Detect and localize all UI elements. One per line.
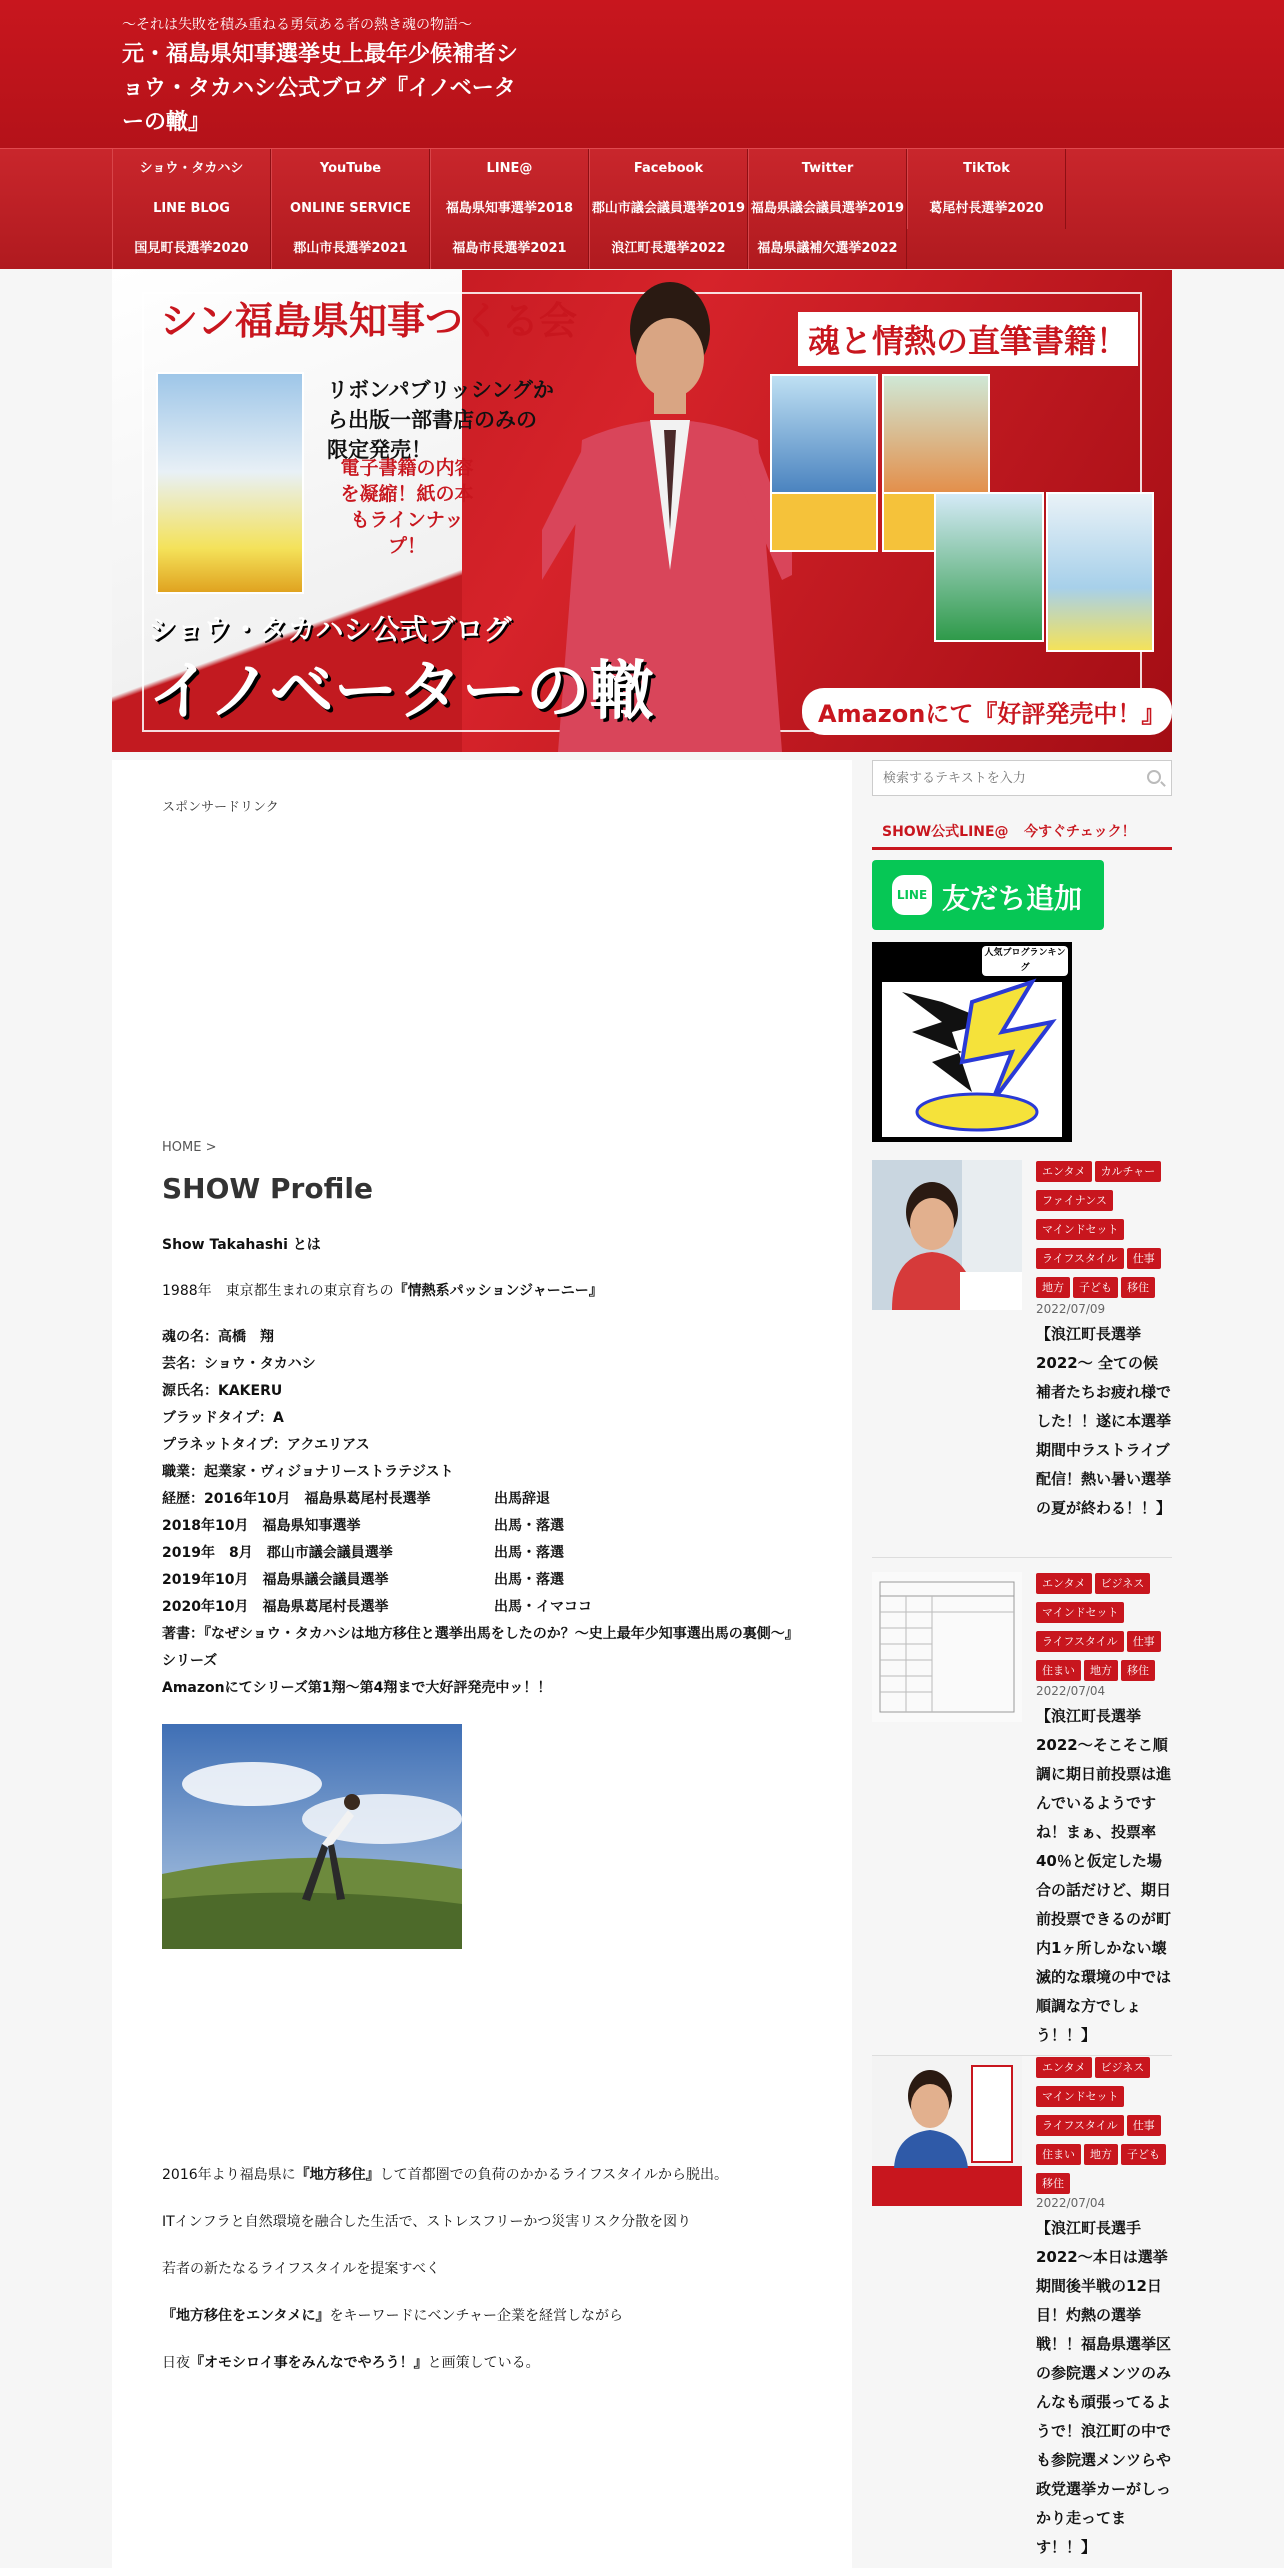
birth-prefix: 1988年 東京都生まれの東京育ちの	[162, 1283, 394, 1299]
career-result: 出馬・落選	[494, 1572, 564, 1588]
post-date: 2022/07/04	[1036, 2196, 1106, 2210]
sidebar-post[interactable]	[872, 2056, 1172, 2568]
tag[interactable]: ライフスタイル	[1036, 1631, 1124, 1652]
para-2: ITインフラと自然環境を融合した生活で、ストレスフリーかつ災害リスク分散を図り	[162, 2214, 692, 2230]
line-icon: LINE	[892, 875, 932, 915]
tag[interactable]: 地方	[1036, 1277, 1070, 1298]
post-thumbnail[interactable]	[872, 1572, 1022, 1722]
profile-list	[162, 1324, 802, 1702]
career-row	[162, 1486, 802, 1513]
post-tags	[1036, 2056, 1172, 2201]
career-when: 2020年10月 福島県葛尾村長選挙	[162, 1599, 389, 1615]
career-when: 2018年10月 福島県知事選挙	[162, 1518, 361, 1534]
tag[interactable]: 地方	[1084, 1660, 1118, 1681]
site-title[interactable]: 元・福島県知事選挙史上最年少候補者ショウ・タカハシ公式ブログ『イノベーターの轍』	[122, 42, 519, 135]
career-row	[162, 1594, 802, 1621]
post-tags	[1036, 1572, 1172, 1688]
post-date: 2022/07/09	[1036, 1302, 1106, 1316]
tag[interactable]: 住まい	[1036, 1660, 1081, 1681]
amazon-line: Amazonにてシリーズ第1翔〜第4翔まで大好評発売中ッ！！	[162, 1680, 552, 1696]
book-line: 著書：『なぜショウ・タカハシは地方移住と選挙出馬をしたのか？〜史上最年少知事選出馬の裏側〜』シリーズ	[162, 1626, 799, 1669]
tag[interactable]: 仕事	[1127, 1631, 1161, 1652]
hero-blog-label: ショウ・タカハシ公式ブログ	[148, 613, 512, 646]
site-tagline: 〜それは失敗を積み重ねる勇気ある者の熱き魂の物語〜	[122, 17, 472, 33]
nav-item-line-blog[interactable]: LINE BLOG	[112, 189, 271, 229]
para-5	[162, 2350, 802, 2377]
nav-item-by-election-2022[interactable]: 福島県議補欠選挙2022	[748, 229, 907, 269]
post-date: 2022/07/04	[1036, 1684, 1106, 1698]
tag[interactable]: 仕事	[1127, 2115, 1161, 2136]
birth-bold: 『情熱系パッションジャーニー』	[393, 1283, 603, 1299]
nav-item-tiktok[interactable]: TikTok	[907, 149, 1066, 189]
sidebar-post[interactable]	[872, 1160, 1172, 1558]
nav-item-facebook[interactable]: Facebook	[589, 149, 748, 189]
tag[interactable]: ライフスタイル	[1036, 2115, 1124, 2136]
career-row	[162, 1567, 802, 1594]
tag[interactable]: マインドセット	[1036, 1219, 1124, 1240]
career-row	[162, 1540, 802, 1567]
nav-item-prefecture-council-2019[interactable]: 福島県議会議員選挙2019	[748, 189, 907, 229]
nav-item-katsurao-2020[interactable]: 葛尾村長選挙2020	[907, 189, 1066, 229]
nav-item-online-service[interactable]: ONLINE SERVICE	[271, 189, 430, 229]
tag[interactable]: エンタメ	[1036, 2057, 1092, 2078]
career-when: 2019年 8月 郡山市議会議員選挙	[162, 1545, 393, 1561]
nav-item-fukushima-mayor-2021[interactable]: 福島市長選挙2021	[430, 229, 589, 269]
career-result: 出馬辞退	[494, 1491, 550, 1507]
post-thumbnail[interactable]	[872, 1160, 1022, 1310]
global-nav	[0, 148, 1284, 269]
book-cover-3	[770, 492, 878, 552]
tag[interactable]: ファイナンス	[1036, 1190, 1113, 1211]
hero-banner[interactable]	[112, 270, 1172, 752]
blog-ranking-banner[interactable]	[872, 942, 1072, 1142]
tag[interactable]: 住まい	[1036, 2144, 1081, 2165]
tag[interactable]: 子ども	[1121, 2144, 1166, 2165]
book-cover-main	[156, 372, 304, 594]
hero-blog-name: イノベーターの轍	[148, 655, 654, 729]
nav-item-governor-2018[interactable]: 福島県知事選挙2018	[430, 189, 589, 229]
profile-line: ブラッドタイプ：A	[162, 1410, 284, 1426]
career-when: 経歴：2016年10月 福島県葛尾村長選挙	[162, 1491, 431, 1507]
nav-item-koriyama-council-2019[interactable]: 郡山市議会議員選挙2019	[589, 189, 748, 229]
hero-ebook-note: 電子書籍の内容を凝縮！紙の本もラインナップ！	[340, 457, 474, 557]
sidebar-post[interactable]	[872, 1572, 1172, 2056]
career-row	[162, 1513, 802, 1540]
tag[interactable]: カルチャー	[1095, 1161, 1162, 1182]
career-result: 出馬・落選	[494, 1545, 564, 1561]
profile-photo	[162, 1724, 462, 1949]
profile-line: 魂の名：高橋 翔	[162, 1329, 274, 1345]
para1-suffix: して首都圏での負荷のかかるライフスタイルから脱出。	[379, 2167, 728, 2183]
tag[interactable]: 移住	[1121, 1277, 1155, 1298]
birth-line	[162, 1278, 802, 1305]
tag[interactable]: ビジネス	[1095, 2057, 1151, 2078]
post-title[interactable]: 【浪江町長選挙2022〜 全ての候補者たちお疲れ様でした！！遂に本選挙期間中ラストライブ配信！熱い暑い選挙の夏が終わる！！】	[1036, 1325, 1172, 1517]
line-add-friend-button[interactable]	[872, 860, 1104, 930]
ranking-art-icon	[882, 962, 1062, 1137]
intro-line: Show Takahashi とは	[162, 1237, 321, 1253]
para1-prefix: 2016年より福島県に	[162, 2167, 296, 2183]
hero-amazon-badge[interactable]: Amazonにて『好評発売中！』	[802, 688, 1172, 735]
tag[interactable]: ライフスタイル	[1036, 1248, 1124, 1269]
tag[interactable]: 子ども	[1073, 1277, 1118, 1298]
post-thumbnail[interactable]	[872, 2056, 1022, 2206]
para5-prefix: 日夜	[162, 2355, 190, 2371]
search-input[interactable]	[873, 761, 1123, 795]
career-when: 2019年10月 福島県議会議員選挙	[162, 1572, 389, 1588]
breadcrumb[interactable]: HOME >	[162, 1140, 217, 1155]
para5-bold: 『オモシロイ事をみんなでやろう！』	[190, 2355, 428, 2371]
nav-item-youtube[interactable]: YouTube	[271, 149, 430, 189]
nav-item-twitter[interactable]: Twitter	[748, 149, 907, 189]
para-3: 若者の新たなるライフスタイルを提案すべく	[162, 2261, 441, 2277]
tag[interactable]: マインドセット	[1036, 2086, 1124, 2107]
tag[interactable]: エンタメ	[1036, 1573, 1092, 1594]
profile-line: プラネットタイプ：アクエリアス	[162, 1437, 370, 1453]
line-heading-left[interactable]: SHOW公式LINE@	[882, 824, 1009, 840]
para-4	[162, 2303, 802, 2330]
career-result: 出馬・イマココ	[494, 1599, 592, 1615]
post-title[interactable]: 【浪江町長選挙2022〜そこそこ順調に期日前投票は進んでいるようですね！まぁ、投票率40％と仮定した場合の話だけど、期日前投票できるのが町内1ヶ所しかない壊滅的な環境の中では順調な方でしょう！！】	[1036, 1707, 1172, 2044]
nav-item-namie-2022[interactable]: 浪江町長選挙2022	[589, 229, 748, 269]
nav-item-line[interactable]: LINE@	[430, 149, 589, 189]
search-box	[872, 760, 1172, 796]
career-result: 出馬・落選	[494, 1518, 564, 1534]
post-title[interactable]: 【浪江町長選手2022〜本日は選挙期間後半戦の12日目！灼熱の選挙戦！！福島県選挙区の参院選メンツのみんなも頑張ってるようで！浪江町の中でも参院選メンツらや政党選挙カーがしっかり走ってます！！】	[1036, 2219, 1172, 2556]
hero-right-heading: 魂と情熱の直筆書籍！	[798, 312, 1138, 366]
tag[interactable]: 移住	[1036, 2173, 1070, 2194]
para-1	[162, 2162, 802, 2189]
main-content	[112, 760, 852, 2568]
search-icon[interactable]	[1147, 770, 1161, 784]
book-cover-5	[934, 492, 1044, 642]
para4-bold: 『地方移住をエンタメに』	[162, 2308, 330, 2324]
post-tags	[1036, 1160, 1172, 1305]
line-button-label: 友だち追加	[942, 882, 1083, 915]
nav-item-koriyama-mayor-2021[interactable]: 郡山市長選挙2021	[271, 229, 430, 269]
ranking-label: 人気ブログランキング	[982, 946, 1068, 976]
para4-suffix: をキーワードにベンチャー企業を経営しながら	[329, 2308, 624, 2324]
book-cover-6	[1046, 492, 1154, 652]
tag[interactable]: エンタメ	[1036, 1161, 1092, 1182]
nav-item-kunimi-2020[interactable]: 国見町長選挙2020	[112, 229, 271, 269]
para1-bold: 『地方移住』	[295, 2167, 380, 2183]
profile-line: 職業：起業家・ヴィジョナリーストラテジスト	[162, 1464, 454, 1480]
profile-line: 芸名：ショウ・タカハシ	[162, 1356, 316, 1372]
tag[interactable]: 地方	[1084, 2144, 1118, 2165]
line-heading-right[interactable]: 今すぐチェック！	[1024, 824, 1136, 840]
tag[interactable]: ビジネス	[1095, 1573, 1151, 1594]
tag[interactable]: 移住	[1121, 1660, 1155, 1681]
para5-suffix: と画策している。	[427, 2355, 540, 2371]
page-title: SHOW Profile	[162, 1172, 373, 1205]
line-heading	[872, 810, 1172, 850]
hero-top-title: シン福島県知事つくる会	[160, 299, 578, 343]
hero-publisher-note: リボンパブリッシングから出版一部書店のみの限定発売！	[327, 378, 554, 462]
tag[interactable]: マインドセット	[1036, 1602, 1124, 1623]
nav-item-profile[interactable]: ショウ・タカハシ	[112, 149, 271, 189]
profile-line: 源氏名：KAKERU	[162, 1383, 283, 1399]
site-header	[0, 0, 1284, 148]
tag[interactable]: 仕事	[1127, 1248, 1161, 1269]
sponsor-label: スポンサードリンク	[162, 800, 279, 815]
